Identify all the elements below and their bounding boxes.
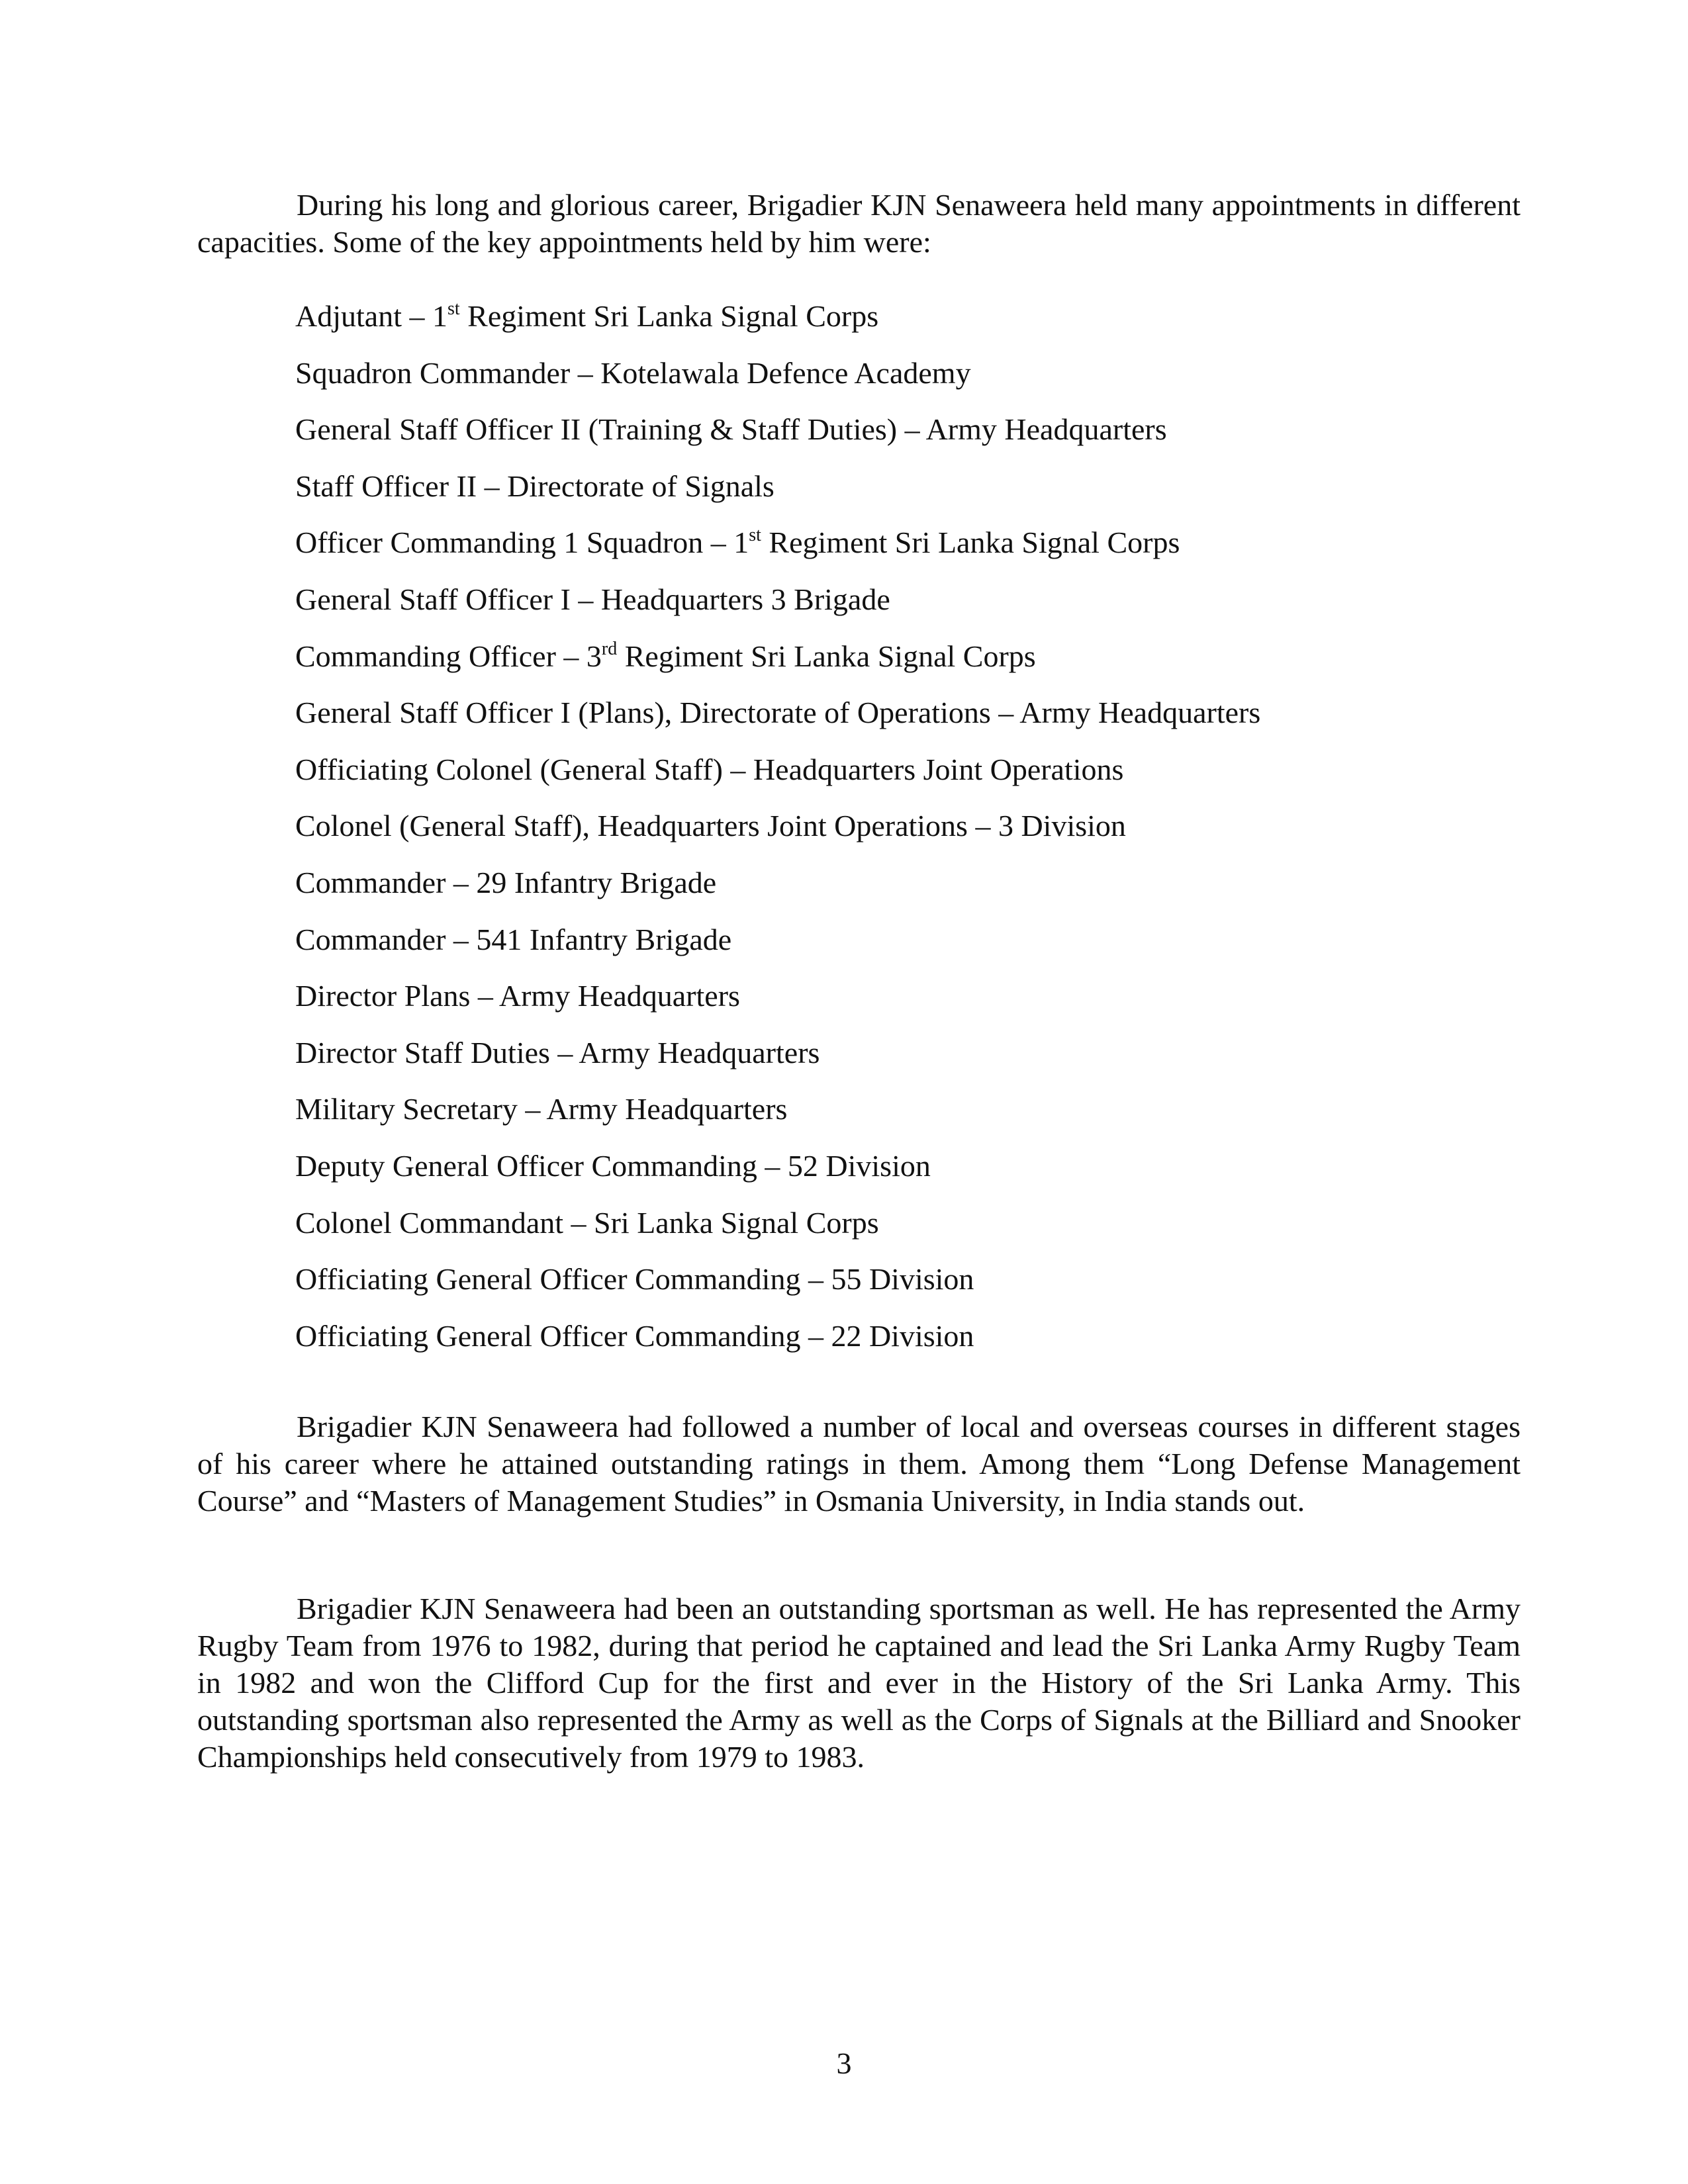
appointment-item: Director Plans – Army Headquarters (295, 979, 740, 1013)
appointments-list (295, 298, 1260, 1374)
appointment-item: Military Secretary – Army Headquarters (295, 1092, 788, 1126)
page-number: 3 (836, 2046, 852, 2080)
appointment-item: General Staff Officer II (Training & Staff Duties) – Army Headquarters (295, 412, 1167, 447)
sports-text: Brigadier KJN Senaweera had been an outstanding sportsman as well. He has represented the Army Rugby Team from 1976 to 1982, during that period he captained and lead the Sri Lanka Army Rugby Team in 1982 and won the Clifford Cup for the first and ever in the History of the Sri Lanka Army. This outstanding sportsman also represented the Army as well as the Corps of Signals at the Billiard and Snooker Championships held consecutively from 1979 to 1983. (197, 1592, 1521, 1774)
appointment-item: Squadron Commander – Kotelawala Defence Academy (295, 355, 971, 390)
appointment-item: Commanding Officer – 3rd Regiment Sri Lanka Signal Corps (295, 638, 1036, 673)
courses-text: Brigadier KJN Senaweera had followed a number of local and overseas courses in different stages of his career where he attained outstanding ratings in them. Among them “Long Defense Management Course” and “Masters of Management Studies” in Osmania University, in India stands out. (197, 1410, 1521, 1518)
appointment-item: Director Staff Duties – Army Headquarters (295, 1035, 820, 1069)
appointment-item: Commander – 29 Infantry Brigade (295, 865, 717, 899)
intro-text: During his long and glorious career, Brigadier KJN Senaweera held many appointments in different capacities. Some of the key appointments held by him were: (197, 188, 1521, 259)
appointment-item: Officiating Colonel (General Staff) – Headquarters Joint Operations (295, 752, 1124, 786)
appointment-item: General Staff Officer I (Plans), Directorate of Operations – Army Headquarters (295, 696, 1261, 730)
appointment-item: Staff Officer II – Directorate of Signals (295, 469, 774, 503)
appointment-item: Deputy General Officer Commanding – 52 Division (295, 1148, 931, 1183)
intro-paragraph (197, 187, 1521, 261)
appointment-item: Colonel Commandant – Sri Lanka Signal Corps (295, 1205, 879, 1240)
appointment-item: Colonel (General Staff), Headquarters Joint Operations – 3 Division (295, 809, 1126, 843)
courses-paragraph (197, 1408, 1521, 1520)
appointment-item: Officer Commanding 1 Squadron – 1st Regiment Sri Lanka Signal Corps (295, 525, 1180, 560)
appointment-item: Officiating General Officer Commanding – 22 Division (295, 1318, 974, 1353)
appointment-item: Commander – 541 Infantry Brigade (295, 922, 732, 956)
sports-paragraph (197, 1590, 1521, 1776)
appointment-item: General Staff Officer I – Headquarters 3 Brigade (295, 582, 890, 616)
appointment-item: Adjutant – 1st Regiment Sri Lanka Signal Corps (295, 298, 879, 333)
appointment-item: Officiating General Officer Commanding – 55 Division (295, 1262, 974, 1297)
